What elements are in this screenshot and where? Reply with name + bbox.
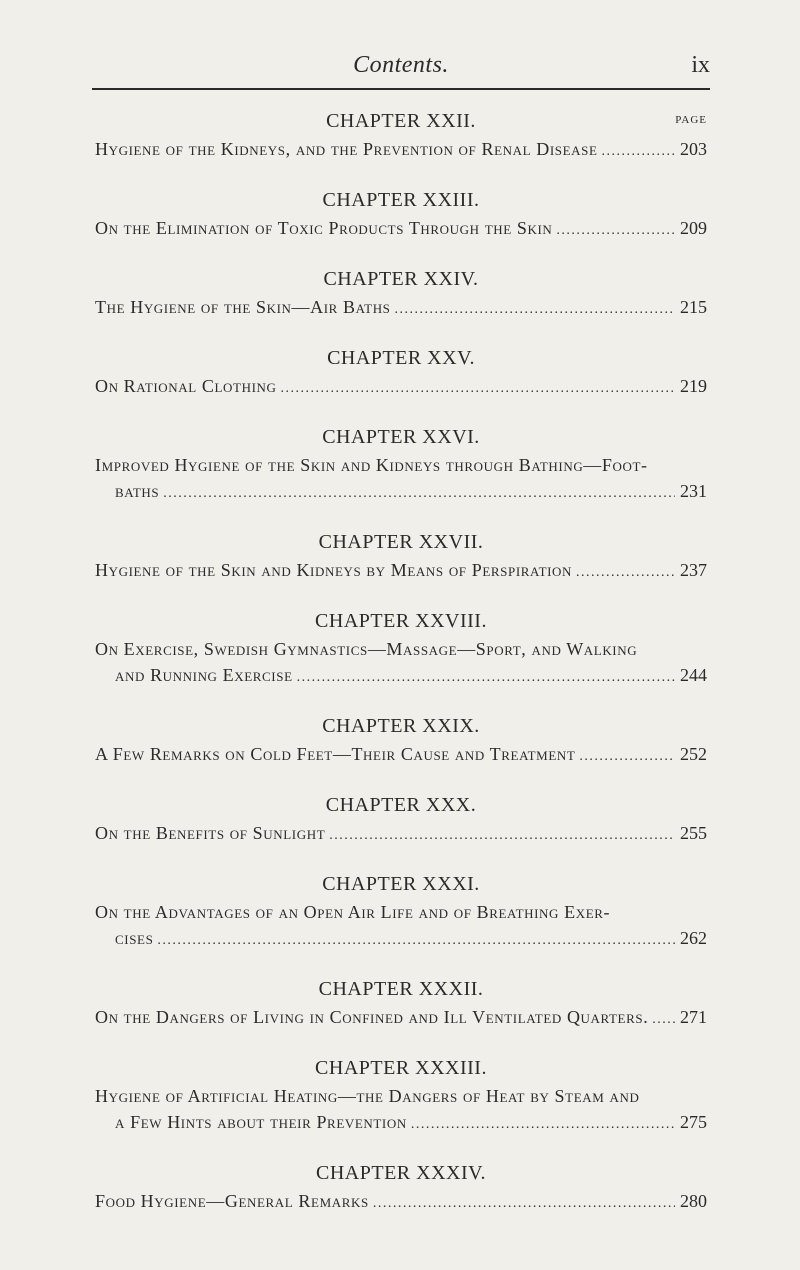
chapter-heading: [95, 343, 707, 373]
page-ref: 219: [680, 376, 707, 396]
chapter-number: CHAPTER XXIV.: [323, 268, 479, 290]
page-ref: 209: [680, 218, 707, 238]
toc-entry: [95, 1053, 707, 1138]
title-line: [95, 373, 707, 402]
title-text: On Exercise, Swedish Gymnastics—Massage—Sport, and Walking: [95, 639, 638, 659]
toc-entry: [95, 606, 707, 691]
chapter-number: CHAPTER XXVII.: [318, 531, 484, 553]
chapter-number: CHAPTER XXXII.: [318, 978, 484, 1000]
chapter-title: [95, 136, 707, 165]
chapter-heading: [95, 185, 707, 215]
title-text: On the Dangers of Living in Confined and Ill Ventilated Quarters.: [95, 1007, 649, 1027]
title-line: [95, 899, 707, 925]
chapter-heading: [95, 1053, 707, 1083]
chapter-title: [95, 557, 707, 586]
chapter-heading: [95, 106, 707, 136]
chapter-number: CHAPTER XXXIV.: [316, 1162, 486, 1184]
title-text: Hygiene of Artificial Heating—the Dangers of Heat by Steam and: [95, 1086, 640, 1106]
title-text: cises: [115, 928, 154, 948]
chapter-heading: [95, 711, 707, 741]
chapter-number: CHAPTER XXII.: [326, 110, 476, 132]
chapter-number: CHAPTER XXVI.: [322, 426, 480, 448]
page-ref: 280: [680, 1191, 707, 1211]
chapter-heading: [95, 527, 707, 557]
dot-leader: [163, 478, 675, 507]
dot-leader: [395, 294, 675, 323]
toc-entry: [95, 711, 707, 770]
running-title: Contents.: [353, 52, 449, 78]
title-line: [95, 478, 707, 507]
title-text: The Hygiene of the Skin—Air Baths: [95, 297, 391, 317]
chapter-heading: [95, 264, 707, 294]
title-line: [95, 820, 707, 849]
page-number: ix: [691, 52, 710, 78]
toc-entry: [95, 185, 707, 244]
chapter-title: [95, 215, 707, 244]
toc-entry: [95, 527, 707, 586]
chapter-number: CHAPTER XXXIII.: [315, 1057, 487, 1079]
title-text: Food Hygiene—General Remarks: [95, 1191, 369, 1211]
chapter-heading: [95, 1158, 707, 1188]
chapter-title: [95, 741, 707, 770]
chapter-number: CHAPTER XXXI.: [322, 873, 480, 895]
page-ref: 231: [680, 481, 707, 501]
page-ref: 271: [680, 1007, 707, 1027]
title-text: baths: [115, 481, 160, 501]
dot-leader: [576, 557, 675, 586]
chapter-title: [95, 294, 707, 323]
page-ref: 262: [680, 928, 707, 948]
chapter-title: [95, 820, 707, 849]
page-ref: 255: [680, 823, 707, 843]
title-line: [95, 1188, 707, 1217]
title-line: [95, 215, 707, 244]
title-line: [95, 136, 707, 165]
page-ref: 215: [680, 297, 707, 317]
page-column-label: PAGE: [675, 114, 707, 126]
dot-leader: [281, 373, 676, 402]
chapter-title: [95, 636, 707, 691]
title-line: [95, 741, 707, 770]
dot-leader: [652, 1004, 675, 1033]
chapter-number: CHAPTER XXV.: [327, 347, 475, 369]
title-line: [95, 925, 707, 954]
chapter-title: [95, 1083, 707, 1138]
dot-leader: [411, 1109, 675, 1138]
title-text: Hygiene of the Skin and Kidneys by Means of Perspiration: [95, 560, 573, 580]
chapter-title: [95, 899, 707, 954]
title-line: [95, 1109, 707, 1138]
dot-leader: [602, 136, 676, 165]
chapter-heading: [95, 790, 707, 820]
chapter-heading: [95, 422, 707, 452]
dot-leader: [556, 215, 675, 244]
toc-entry: [95, 343, 707, 402]
page-ref: 275: [680, 1112, 707, 1132]
title-line: [95, 662, 707, 691]
chapter-number: CHAPTER XXIX.: [322, 715, 480, 737]
page-ref: 237: [680, 560, 707, 580]
title-text: a Few Hints about their Prevention: [115, 1112, 407, 1132]
chapter-heading: [95, 974, 707, 1004]
page-ref: 244: [680, 665, 707, 685]
dot-leader: [373, 1188, 675, 1217]
chapter-number: CHAPTER XXX.: [325, 794, 477, 816]
chapter-title: [95, 1188, 707, 1217]
title-line: [95, 636, 707, 662]
running-head: [92, 48, 710, 90]
chapter-heading: [95, 606, 707, 636]
toc-entry: [95, 1158, 707, 1217]
chapter-title: [95, 452, 707, 507]
title-text: On the Benefits of Sunlight: [95, 823, 326, 843]
toc-entry: [95, 869, 707, 954]
title-line: [95, 1004, 707, 1033]
title-line: [95, 557, 707, 586]
chapter-number: CHAPTER XXVIII.: [315, 610, 487, 632]
chapter-number: CHAPTER XXIII.: [322, 189, 480, 211]
dot-leader: [297, 662, 675, 691]
chapter-title: [95, 373, 707, 402]
page-ref: 203: [680, 139, 707, 159]
title-text: On Rational Clothing: [95, 376, 277, 396]
toc-entry: [95, 974, 707, 1033]
dot-leader: [579, 741, 675, 770]
title-text: On the Elimination of Toxic Products Through the Skin: [95, 218, 553, 238]
title-text: Improved Hygiene of the Skin and Kidneys through Bathing—Foot-: [95, 455, 648, 475]
title-text: A Few Remarks on Cold Feet—Their Cause and Treatment: [95, 744, 576, 764]
title-line: [95, 452, 707, 478]
chapter-title: [95, 1004, 707, 1033]
title-text: and Running Exercise: [115, 665, 293, 685]
table-of-contents: [95, 106, 707, 1217]
dot-leader: [329, 820, 675, 849]
title-line: [95, 1083, 707, 1109]
title-text: Hygiene of the Kidneys, and the Prevention of Renal Disease: [95, 139, 598, 159]
toc-entry: [95, 264, 707, 323]
chapter-heading: [95, 869, 707, 899]
title-line: [95, 294, 707, 323]
toc-entry: [95, 422, 707, 507]
page-ref: 252: [680, 744, 707, 764]
toc-entry: [95, 106, 707, 165]
toc-entry: [95, 790, 707, 849]
title-text: On the Advantages of an Open Air Life and of Breathing Exer-: [95, 902, 611, 922]
dot-leader: [157, 925, 675, 954]
